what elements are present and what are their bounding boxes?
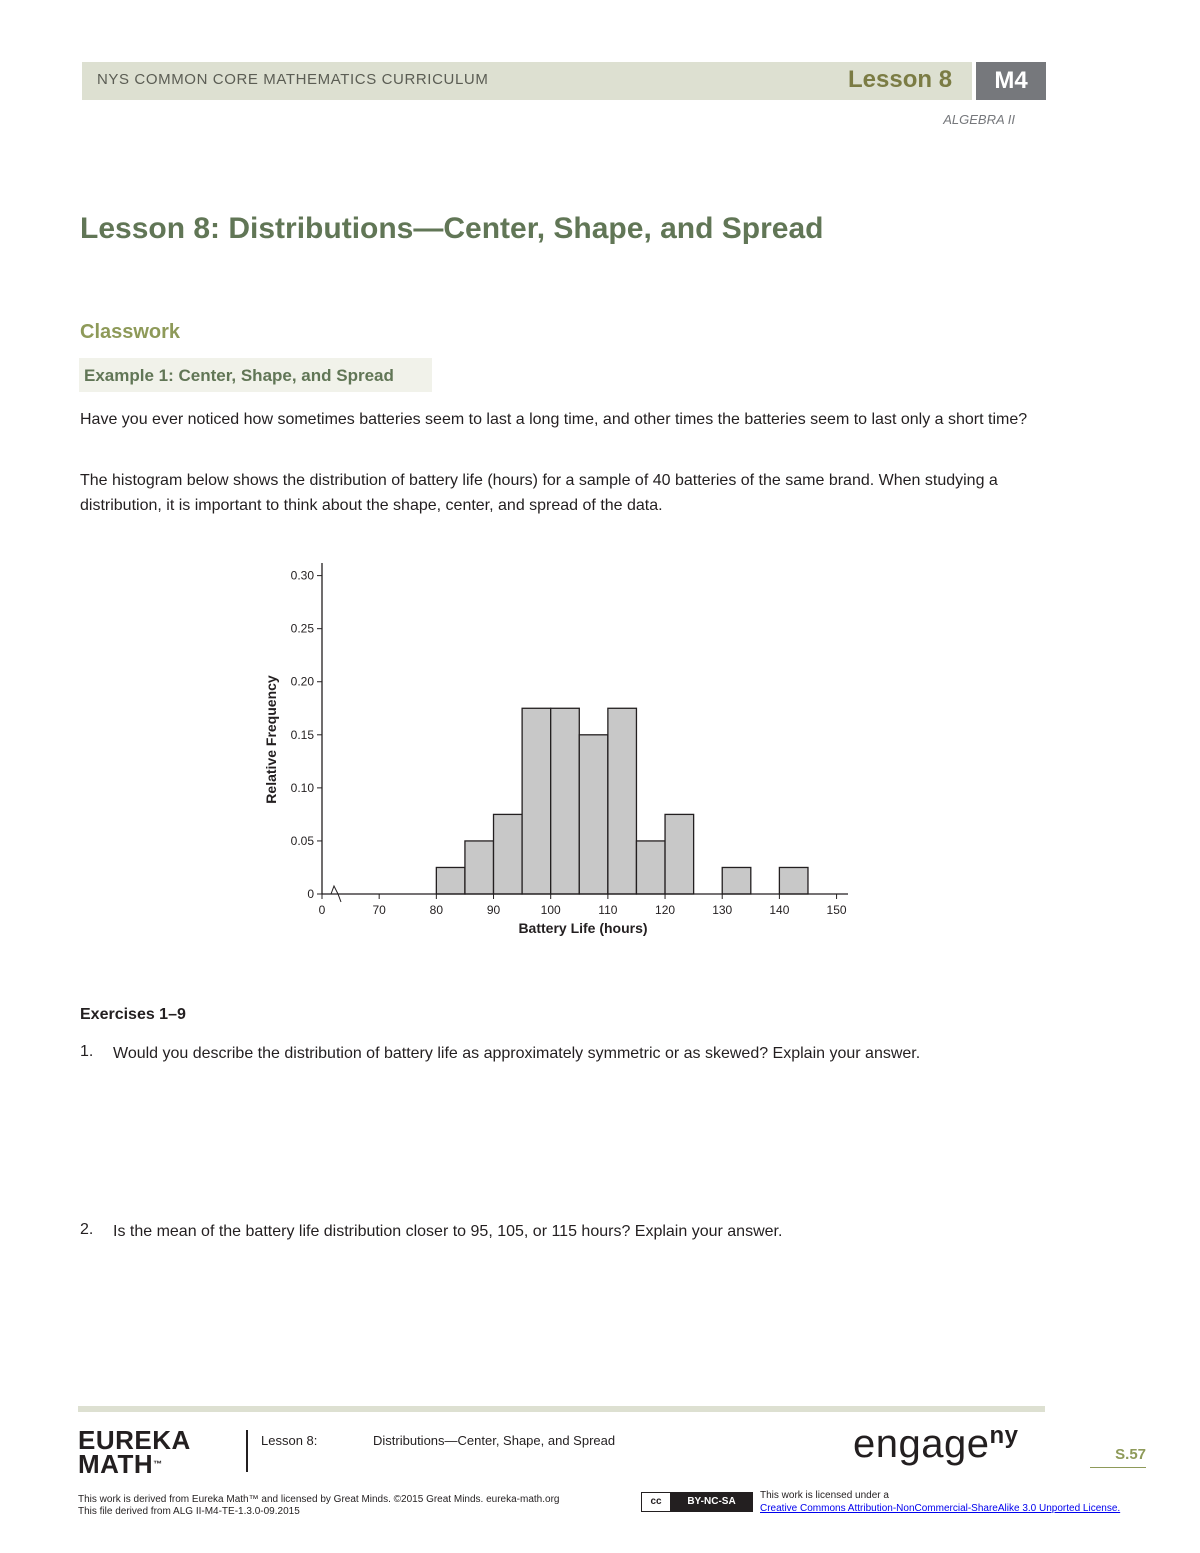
y-tick-label: 0.30	[290, 568, 314, 583]
question-text: Would you describe the distribution of battery life as approximately symmetric or as skewed? Explain your answer.	[113, 1045, 921, 1062]
battery-life-histogram	[255, 555, 865, 945]
page-number-underline	[1090, 1467, 1146, 1468]
x-tick-label: 100	[540, 903, 561, 917]
footer-rule	[78, 1406, 1045, 1412]
x-tick-label: 130	[712, 903, 733, 917]
histogram-bar	[636, 841, 665, 894]
logo-line-math: MATH™	[78, 1449, 163, 1479]
cc-license-badge[interactable]	[641, 1492, 753, 1512]
question-number: 2.	[80, 1221, 94, 1238]
question-number: 1.	[80, 1043, 94, 1060]
cc-badge-text: BY-NC-SA	[671, 1493, 752, 1511]
footer-divider	[246, 1430, 248, 1472]
curriculum-label: NYS COMMON CORE MATHEMATICS CURRICULUM	[97, 71, 489, 88]
question-text: Is the mean of the battery life distribution closer to 95, 105, or 115 hours? Explain your answer.	[113, 1223, 783, 1240]
x-tick-label: 150	[826, 903, 847, 917]
cc-icon: cc	[642, 1493, 671, 1511]
histogram-bar	[722, 867, 751, 894]
histogram-bar	[436, 867, 465, 894]
y-tick-label: 0.05	[290, 833, 314, 848]
footer-lesson-label: Lesson 8:	[261, 1433, 318, 1448]
credit-line: This work is derived from Eureka Math™ and licensed by Great Minds. ©2015 Great Minds. eureka-math.org	[78, 1494, 560, 1505]
histogram-bar	[665, 814, 694, 894]
file-line: This file derived from ALG II-M4-TE-1.3.0-09.2015	[78, 1506, 300, 1517]
x-tick-label: 110	[598, 903, 618, 917]
histogram-bar	[522, 708, 551, 894]
exercises-heading: Exercises 1–9	[80, 1006, 186, 1023]
license-link[interactable]: Creative Commons Attribution-NonCommercial-ShareAlike 3.0 Unported License.	[760, 1503, 1121, 1514]
x-tick-label: 70	[372, 903, 386, 917]
eureka-math-logo	[78, 1425, 191, 1479]
x-tick-label: 0	[318, 903, 326, 917]
intro-paragraph: Have you ever noticed how sometimes batteries seem to last a long time, and other times the batteries seem to last only a short time?	[80, 411, 1028, 428]
lesson-label: Lesson 8	[848, 66, 953, 93]
section-title: Classwork	[80, 321, 181, 343]
footer-lesson-title: Distributions—Center, Shape, and Spread	[373, 1433, 616, 1448]
histogram-description: The histogram below shows the distribution of battery life (hours) for a sample of 40 batteries of the same brand. When studying a distribution, it is important to think about the shape, center, and spread of the data.	[80, 472, 998, 514]
engageny-logo: engage$^{ny}$	[853, 1422, 1019, 1466]
page-title: Lesson 8: Distributions—Center, Shape, and Spread	[80, 212, 824, 245]
x-tick-label: 140	[769, 903, 790, 917]
histogram-bar	[465, 841, 494, 894]
license-text: This work is licensed under a	[760, 1490, 889, 1501]
histogram-bar	[551, 708, 580, 894]
logo-line-eureka: EUREKA	[78, 1425, 191, 1455]
y-tick-label: 0	[307, 887, 314, 901]
histogram-bar	[579, 735, 608, 894]
histogram-bar	[779, 867, 808, 894]
x-tick-label: 80	[429, 903, 444, 917]
x-tick-label: 90	[486, 903, 501, 917]
histogram-bar	[608, 708, 637, 894]
x-tick-label: 120	[655, 903, 676, 917]
y-axis-title: Relative Frequency	[263, 675, 279, 804]
y-tick-label: 0.10	[290, 780, 314, 795]
histogram-bar	[494, 814, 523, 894]
y-tick-label: 0.15	[290, 727, 314, 742]
course-label: ALGEBRA II	[943, 112, 1015, 127]
example-title: Example 1: Center, Shape, and Spread	[84, 366, 394, 385]
y-tick-label: 0.25	[290, 621, 314, 636]
module-badge: M4	[976, 62, 1046, 100]
page-number: S.57	[1115, 1446, 1146, 1463]
y-tick-label: 0.20	[290, 674, 314, 689]
x-axis-title: Battery Life (hours)	[518, 920, 648, 936]
